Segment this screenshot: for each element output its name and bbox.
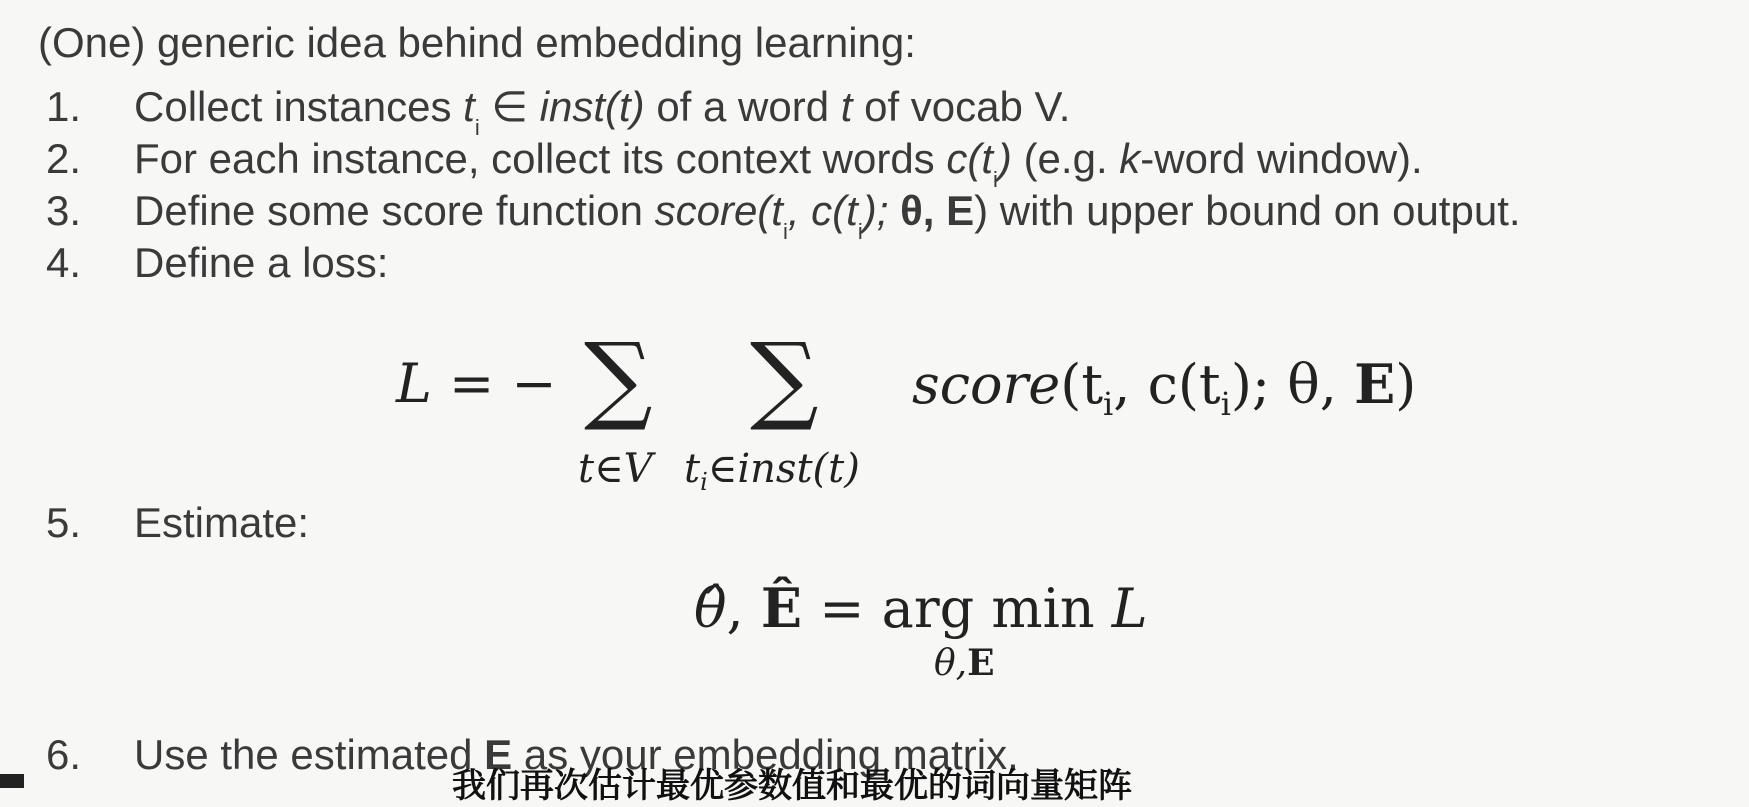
step-text: with upper bound on output.	[988, 187, 1521, 234]
step-text: of vocab V.	[852, 83, 1071, 130]
matrix-E: E	[484, 731, 513, 778]
step-text: -word window).	[1140, 135, 1423, 182]
subscript-i: i	[993, 167, 998, 192]
var-t: t	[463, 83, 475, 130]
loss-score-term: $score(t_i$, $c(t_i)$; θ, E)	[912, 352, 1417, 423]
step-text: Use the estimated	[134, 731, 485, 778]
step-number: 5.	[46, 499, 82, 546]
step-4	[46, 236, 388, 290]
subscript-i: i	[857, 219, 863, 244]
player-corner-indicator	[0, 774, 24, 788]
inst-t: inst(t)	[539, 83, 645, 130]
subtitle-strip	[0, 766, 1749, 806]
step-2	[46, 132, 1423, 192]
score-fn-mid: , c(t	[787, 187, 858, 234]
paren-close: )	[997, 135, 1012, 182]
step-text: of a word	[644, 83, 841, 130]
sum-subscript-inner: $t_i\in inst(t)$	[684, 446, 860, 496]
sum-symbol: ∑	[750, 322, 819, 434]
score-fn-end: );	[862, 187, 901, 234]
context-fn: c(t	[946, 135, 994, 182]
step-text: Estimate:	[134, 499, 310, 546]
step-text: as your embedding matrix.	[512, 731, 1019, 778]
step-5	[46, 496, 309, 550]
var-k: k	[1119, 135, 1141, 182]
var-t: t	[840, 83, 853, 130]
step-3	[46, 184, 1521, 244]
step-text: (e.g.	[1011, 135, 1120, 182]
step-number: 2.	[46, 135, 82, 182]
step-number: 1.	[46, 83, 82, 130]
step-text: For each instance, collect its context words	[134, 135, 947, 182]
step-text: Define a loss:	[134, 239, 389, 286]
sum-subscript-outer: t∈V	[578, 446, 653, 492]
step-number: 3.	[46, 187, 82, 234]
step-text: Define some score function	[134, 187, 655, 234]
step-text: Collect instances	[134, 83, 464, 130]
argmin-subscript: θ,E	[934, 642, 995, 684]
paren-close: )	[974, 187, 989, 234]
video-subtitle: 我们再次估计最优参数值和最优的词向量矩阵	[452, 766, 1132, 806]
step-1	[46, 80, 1071, 140]
score-fn: score(t	[654, 187, 783, 234]
subscript-i: i	[782, 219, 788, 244]
element-of: ∈	[479, 83, 540, 130]
sum-symbol: ∑	[584, 322, 653, 434]
score-params: θ, E	[900, 187, 975, 234]
loss-lhs: L = −	[396, 352, 557, 415]
step-number: 6.	[46, 731, 82, 778]
estimate-lhs: θ̂, Ê = arg min L	[694, 576, 1148, 640]
slide-heading: (One) generic idea behind embedding learning:	[38, 19, 916, 66]
step-number: 4.	[46, 239, 82, 286]
subscript-i: i	[474, 115, 480, 140]
